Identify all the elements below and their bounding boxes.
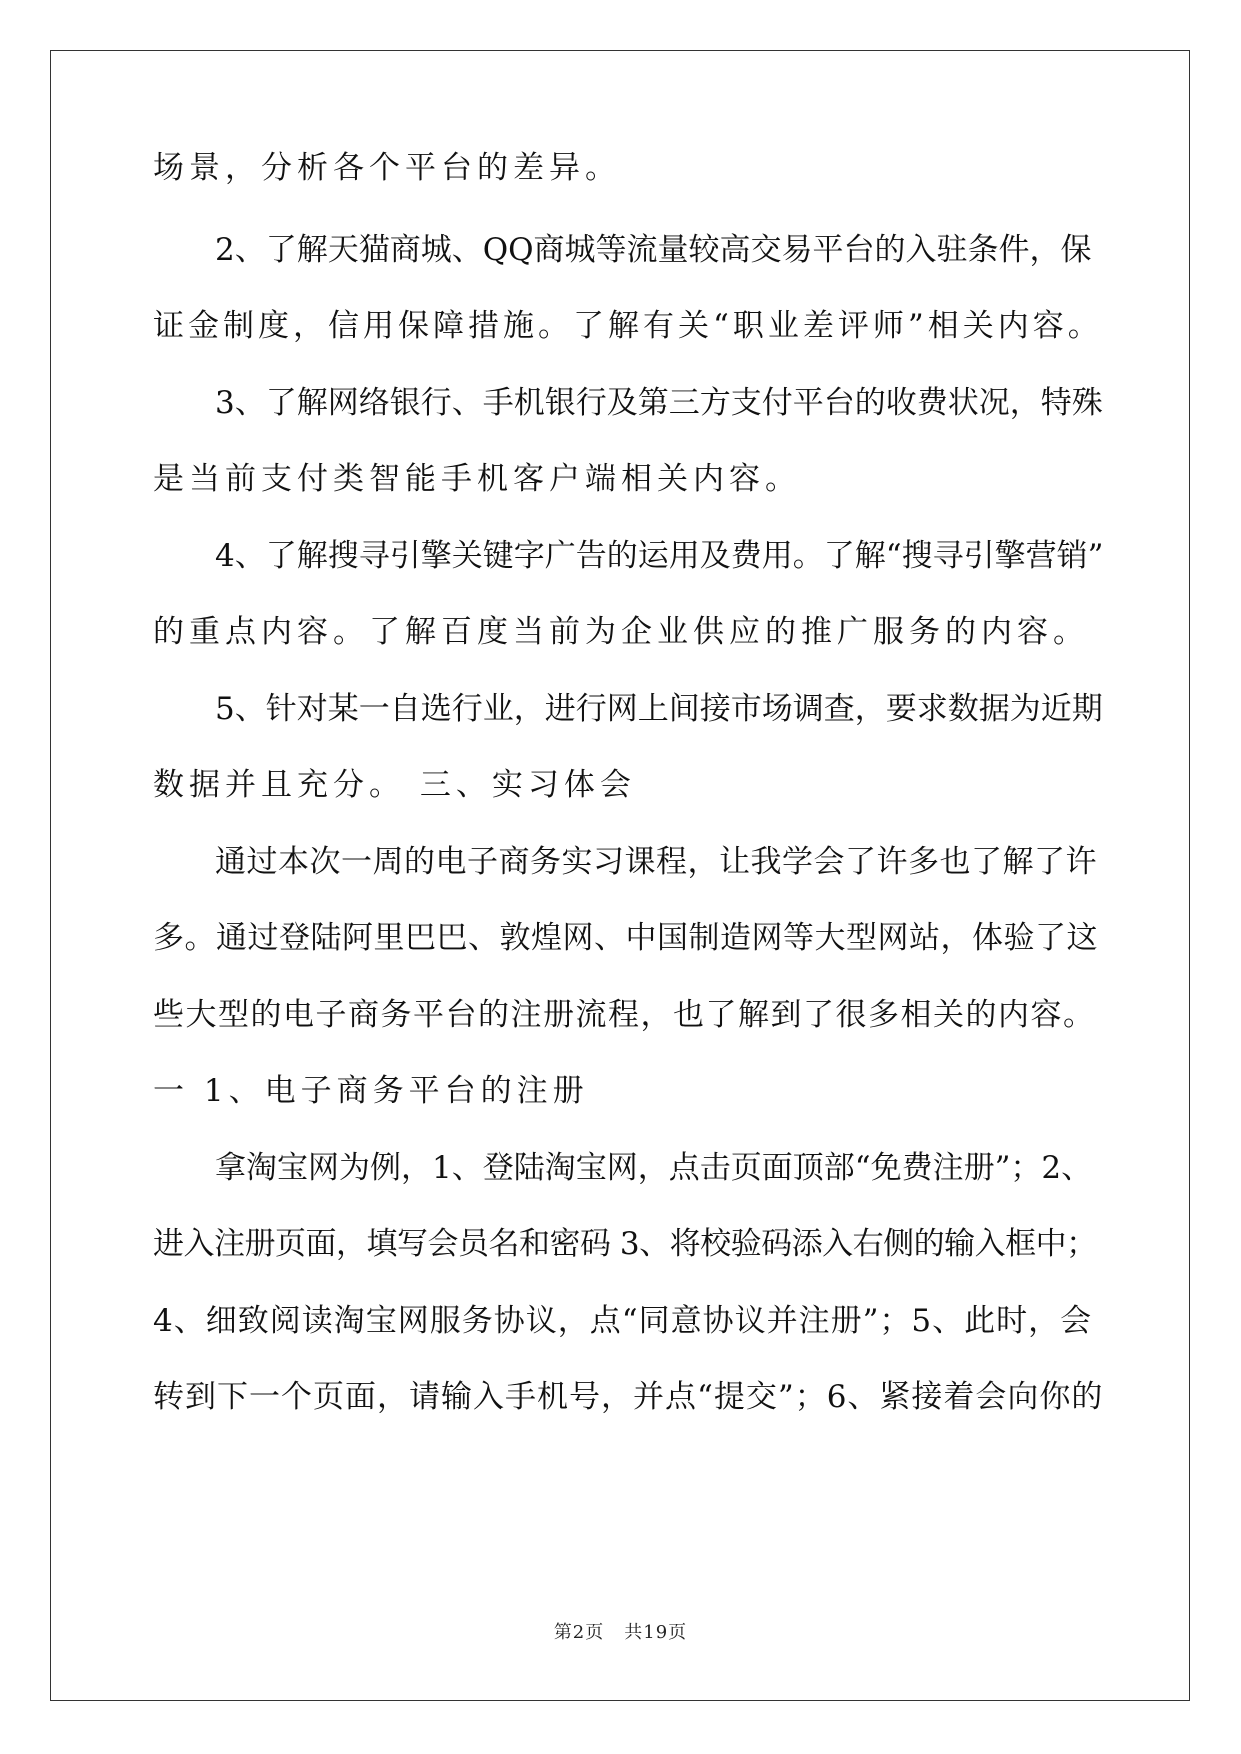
- text-line-9: 数据并且充分。 三、实习体会: [153, 767, 636, 803]
- text-line-3: 证金制度，信用保障措施。了解有关“职业差评师”相关内容。: [153, 308, 1103, 344]
- text-line-17: 转到下一个页面，请输入手机号，并点“提交”；6、紧接着会向你的: [153, 1379, 1104, 1415]
- text-line-12: 些大型的电子商务平台的注册流程，也了解到了很多相关的内容。: [153, 997, 1096, 1033]
- text-line-7: 的重点内容。了解百度当前为企业供应的推广服务的内容。: [153, 614, 1089, 650]
- text-line-14: 拿淘宝网为例，1、登陆淘宝网，点击页面顶部“免费注册”；2、: [215, 1150, 1093, 1186]
- page-number: 第2页: [553, 1622, 605, 1643]
- text-line-5: 是当前支付类智能手机客户端相关内容。: [153, 461, 801, 497]
- text-line-16: 4、细致阅读淘宝网服务协议，点“同意协议并注册”；5、此时，会: [153, 1303, 1093, 1339]
- text-line-6: 4、了解搜寻引擎关键字广告的运用及费用。了解“搜寻引擎营销”: [215, 538, 1104, 574]
- text-line-15: 进入注册页面，填写会员名和密码 3、将校验码添入右侧的输入框中；: [153, 1226, 1097, 1262]
- text-line-1: 场景，分析各个平台的差异。: [153, 150, 621, 186]
- text-line-10: 通过本次一周的电子商务实习课程，让我学会了许多也了解了许: [215, 844, 1097, 880]
- page-total: 共19页: [624, 1622, 688, 1643]
- text-line-4: 3、了解网络银行、手机银行及第三方支付平台的收费状况，特殊: [215, 385, 1103, 421]
- page-footer: [0, 1618, 1241, 1644]
- text-line-8: 5、针对某一自选行业，进行网上间接市场调查，要求数据为近期: [215, 691, 1103, 727]
- text-line-11: 多。通过登陆阿里巴巴、敦煌网、中国制造网等大型网站，体验了这: [153, 920, 1098, 956]
- text-line-13: 一 1、电子商务平台的注册: [153, 1073, 589, 1109]
- text-line-2: 2、了解天猫商城、QQ商城等流量较高交易平台的入驻条件，保: [215, 232, 1092, 268]
